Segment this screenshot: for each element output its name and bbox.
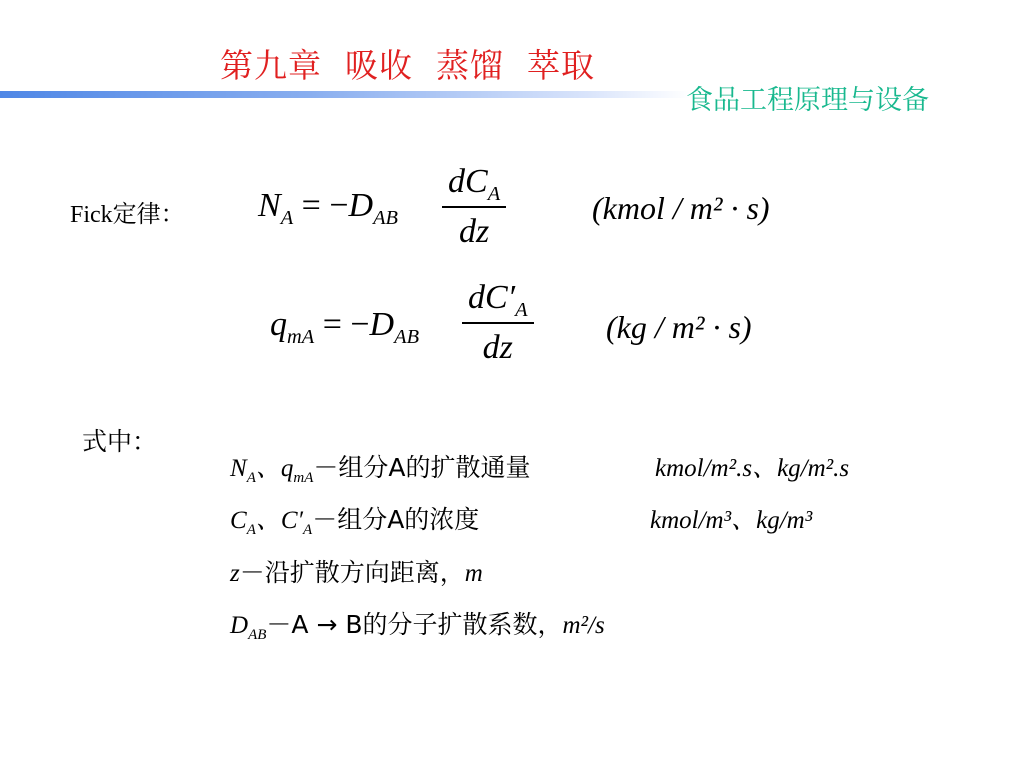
equation-2-lhs: [270, 306, 420, 348]
equation-2-numerator: dC′: [468, 279, 516, 316]
equation-1-denominator: dz: [458, 213, 490, 250]
equation-1-coef: D: [348, 187, 374, 224]
equation-1-lhs: [258, 187, 398, 229]
equation-1-equals: = −: [293, 187, 349, 224]
definition-text-concentration: －组分A的浓度: [312, 505, 480, 534]
equation-1-fraction-bar: [442, 206, 506, 208]
equation-2-fraction-bar: [462, 322, 534, 324]
equation-2-coef: D: [369, 306, 395, 343]
definition-symbols-concentration: $C_A$、$C'_A$: [230, 507, 313, 538]
equation-1-numerator: dC: [448, 163, 488, 200]
equation-2-lhs-subscript: mA: [287, 325, 315, 348]
fick-law-label: Fick定律：: [70, 202, 185, 228]
chapter-title: 第九章 吸收 蒸馏 萃取: [220, 46, 595, 85]
equation-1-unit: (kmol / m² · s): [592, 190, 770, 226]
definition-row-distance: [230, 553, 483, 589]
definition-symbols-distance: z: [230, 560, 240, 587]
equation-2-denominator: dz: [482, 329, 513, 366]
equation-1-lhs-symbol: N: [258, 187, 281, 224]
course-title: 食品工程原理与设备: [686, 85, 929, 116]
definition-symbols-flux: $N_A$、$q_{mA}$: [230, 455, 314, 486]
equation-2-lhs-symbol: q: [270, 306, 287, 343]
where-label: 式中：: [82, 427, 158, 456]
definition-text-diffusivity: －A → B的分子扩散系数，: [266, 610, 563, 639]
definition-unit-diffusivity: m²/s: [562, 612, 605, 639]
definition-symbols-diffusivity: $D_{AB}$: [230, 612, 267, 643]
definition-row-flux: [230, 448, 530, 484]
equation-2-equals: = −: [314, 306, 370, 343]
equation-2-fraction: [462, 278, 534, 368]
definition-text-distance: －沿扩散方向距离，: [239, 558, 465, 587]
equation-1-numerator-subscript: A: [487, 182, 501, 205]
definition-unit-concentration: kmol/m³、kg/m³: [650, 507, 813, 534]
equation-1-lhs-subscript: A: [280, 206, 294, 229]
equation-1-coef-subscript: AB: [373, 206, 398, 229]
equation-2-unit: (kg / m² · s): [606, 309, 752, 345]
equation-2-numerator-subscript: A: [515, 298, 528, 321]
definition-row-diffusivity: [230, 605, 605, 641]
definition-row-concentration: [230, 500, 479, 536]
definition-text-flux: －组分A的扩散通量: [313, 453, 531, 482]
definition-unit-distance: m: [464, 560, 483, 587]
definition-unit-flux: kmol/m².s、kg/m².s: [655, 455, 850, 482]
equation-1-fraction: [442, 162, 506, 252]
equation-2-coef-subscript: AB: [394, 325, 420, 348]
header-divider-bar: [0, 91, 690, 98]
